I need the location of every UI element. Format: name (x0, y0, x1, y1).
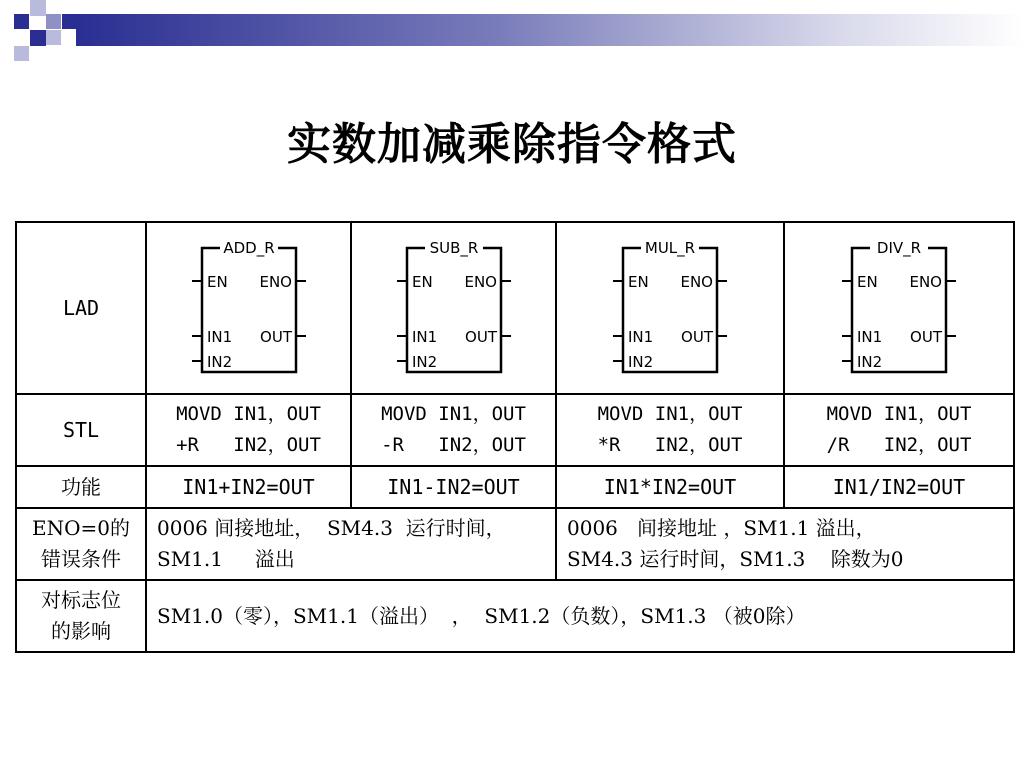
pin-eno: ENO (909, 273, 942, 291)
row-label-line: ENO=0的 (32, 516, 130, 540)
pin-out: OUT (910, 328, 942, 346)
lad-block-sub (351, 222, 556, 394)
pin-out: OUT (464, 328, 497, 346)
pin-in1: IN1 (206, 328, 232, 346)
pin-en: EN (411, 273, 433, 291)
row-label-function: 功能 (16, 466, 146, 508)
deco-square (30, 0, 46, 16)
condition-line: 0006 间接地址 ，SM1.1 溢出， (567, 516, 876, 540)
function-cell: IN1/IN2=OUT (784, 466, 1014, 508)
row-label-lad: LAD (16, 222, 146, 394)
pin-eno: ENO (463, 273, 497, 291)
block-name: ADD_R (222, 240, 275, 257)
pin-en: EN (857, 273, 878, 291)
function-cell: IN1*IN2=OUT (556, 466, 784, 508)
stl-line-2: /R IN2，OUT (826, 434, 972, 456)
lad-block-add (146, 222, 351, 394)
deco-square (14, 14, 29, 29)
deco-square (30, 30, 46, 46)
pin-out: OUT (259, 328, 292, 346)
condition-line: SM1.1 溢出 (157, 547, 295, 571)
stl-line-2: +R IN2，OUT (176, 434, 321, 456)
pin-in2: IN2 (857, 353, 883, 371)
pin-eno: ENO (680, 273, 713, 291)
pin-in1: IN1 (628, 328, 654, 346)
row-label-line: 对标志位 (41, 588, 121, 612)
row-stl (16, 394, 1014, 466)
instruction-format-table (15, 221, 1015, 653)
stl-line-2: -R IN2，OUT (381, 434, 526, 456)
pin-en: EN (628, 273, 649, 291)
stl-line-1: MOVD IN1，OUT (826, 403, 972, 425)
stl-cell (556, 394, 784, 466)
block-name: DIV_R (876, 240, 922, 257)
row-flags (16, 580, 1014, 652)
deco-square (46, 30, 61, 45)
condition-line: 0006 间接地址， SM4.3 运行时间， (157, 516, 506, 540)
stl-line-2: *R IN2，OUT (597, 434, 743, 456)
eno-condition-add-sub (146, 508, 556, 580)
lad-block-div (784, 222, 1014, 394)
function-cell: IN1-IN2=OUT (351, 466, 556, 508)
row-eno-error (16, 508, 1014, 580)
slide-title: 实数加减乘除指令格式 (287, 119, 737, 170)
deco-gradient-bar (76, 14, 1024, 46)
pin-in2: IN2 (628, 353, 654, 371)
stl-line-1: MOVD IN1，OUT (176, 403, 321, 425)
condition-line: SM4.3 运行时间，SM1.3 除数为0 (567, 547, 904, 571)
lad-block-diagram (188, 240, 310, 376)
row-label-eno (16, 508, 146, 580)
deco-square (14, 46, 29, 61)
row-lad (16, 222, 1014, 394)
flags-effect-cell: SM1.0（零），SM1.1（溢出） ， SM1.2（负数），SM1.3 （被0除） (146, 580, 1014, 652)
lad-block-diagram (609, 240, 731, 376)
deco-square (46, 14, 61, 29)
pin-in1: IN1 (857, 328, 883, 346)
row-label-line: 错误条件 (41, 547, 121, 571)
pin-out: OUT (681, 328, 713, 346)
pin-in2: IN2 (411, 353, 437, 371)
stl-cell (784, 394, 1014, 466)
pin-in2: IN2 (206, 353, 232, 371)
block-name: MUL_R (644, 240, 696, 257)
pin-eno: ENO (258, 273, 292, 291)
lad-block-diagram (393, 240, 515, 376)
stl-line-1: MOVD IN1，OUT (597, 403, 743, 425)
row-function (16, 466, 1014, 508)
deco-square (62, 14, 76, 29)
stl-cell (351, 394, 556, 466)
eno-condition-mul-div (556, 508, 1014, 580)
row-label-line: 的影响 (51, 619, 111, 643)
row-label-stl: STL (16, 394, 146, 466)
stl-cell (146, 394, 351, 466)
block-name: SUB_R (429, 240, 478, 257)
lad-block-diagram (838, 240, 960, 376)
lad-block-mul (556, 222, 784, 394)
stl-line-1: MOVD IN1，OUT (381, 403, 526, 425)
row-label-flags (16, 580, 146, 652)
pin-en: EN (206, 273, 228, 291)
title-decoration (0, 0, 1024, 62)
pin-in1: IN1 (411, 328, 437, 346)
function-cell: IN1+IN2=OUT (146, 466, 351, 508)
